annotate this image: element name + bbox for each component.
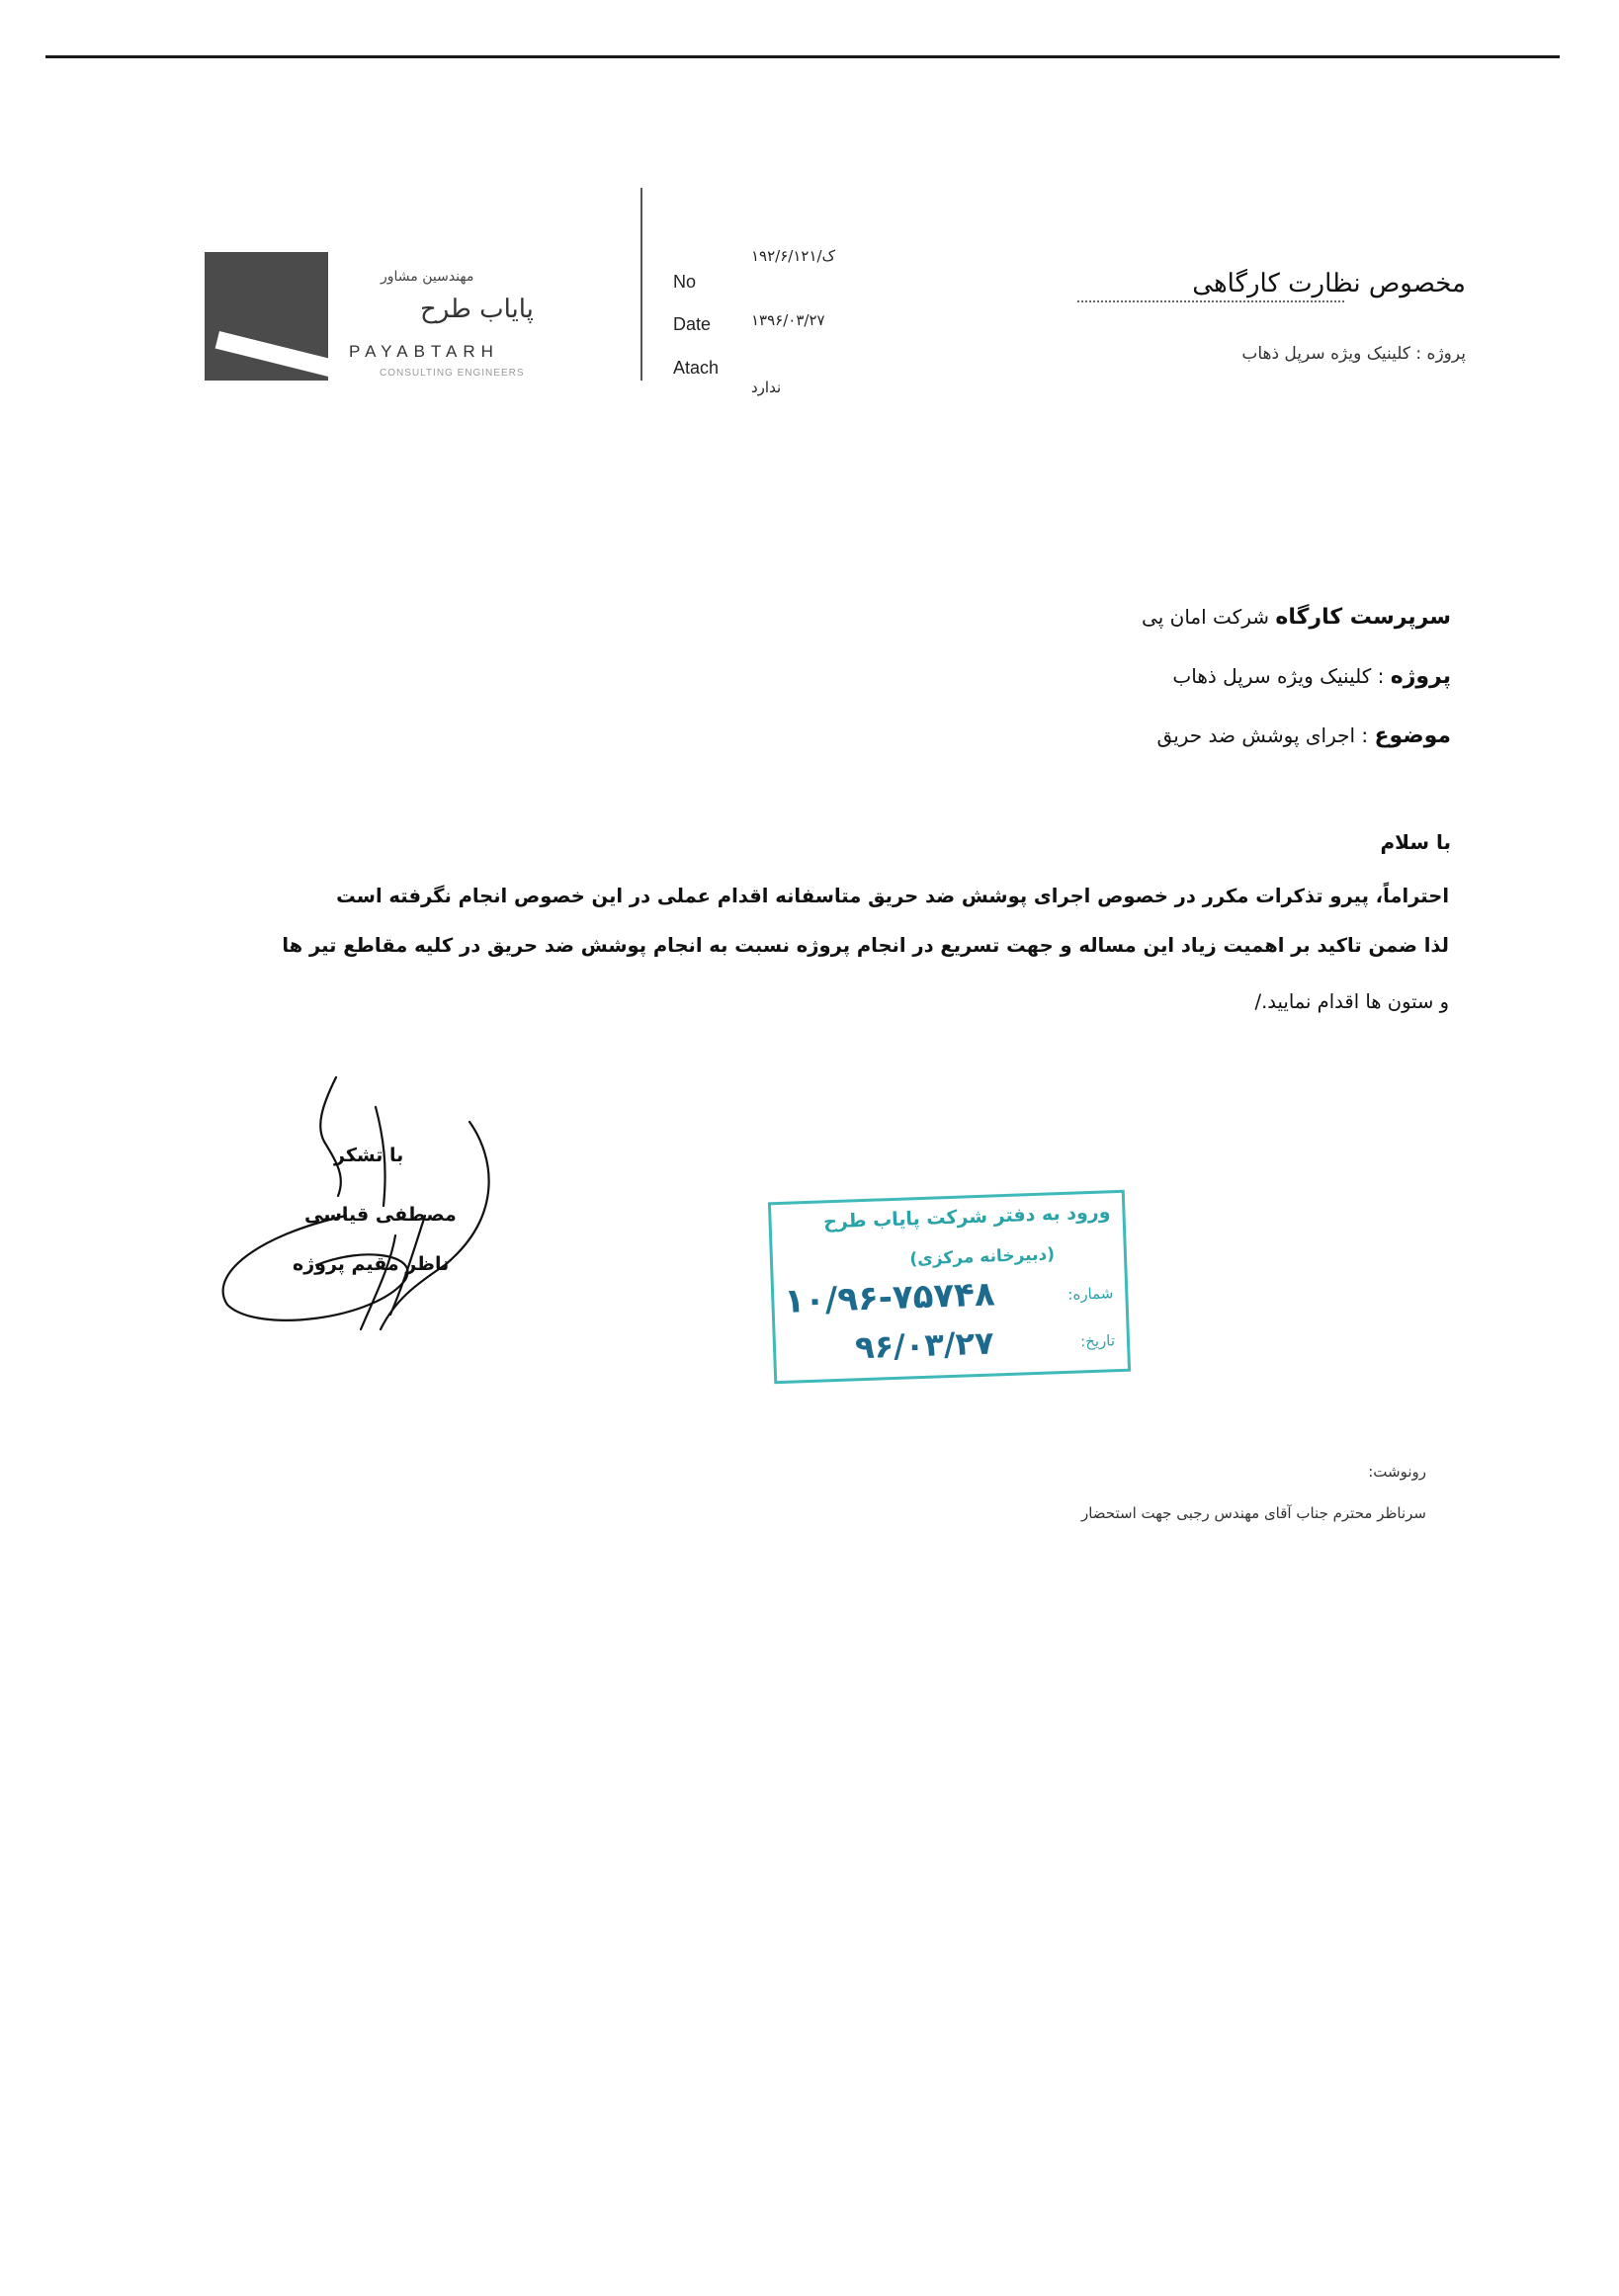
- reference-attachment-value: ندارد: [751, 379, 782, 396]
- stamp-title: ورود به دفتر شرکت پایاب طرح: [822, 1201, 1111, 1233]
- header-divider: [640, 188, 642, 381]
- reference-attachment-label: Atach: [673, 358, 720, 378]
- subject-line: [1157, 723, 1451, 748]
- project-value: : کلینیک ویژه سرپل ذهاب: [1172, 664, 1385, 688]
- cc-text: سرناظر محترم جناب آقای مهندس رجبی جهت استحضار: [1080, 1504, 1426, 1522]
- stamp-number-value: ۱۰/۹۶-۷۵۷۴۸: [783, 1274, 996, 1321]
- subject-value: : اجرای پوشش ضد حریق: [1156, 723, 1369, 747]
- payabtarh-logo-icon: [205, 252, 328, 381]
- handwritten-signature-icon: [198, 1067, 573, 1334]
- signature-name: مصطفی قیاسی: [304, 1204, 457, 1226]
- logo-subtitle-fa: مهندسین مشاور: [381, 269, 474, 285]
- reference-number-label: No: [673, 272, 697, 292]
- signature-closing: با تشکر: [334, 1145, 404, 1166]
- body-paragraph-line: لذا ضمن تاکید بر اهمیت زیاد این مساله و جهت تسریع در انجام پروژه نسبت به انجام پوشش ضد حریق در کلیه مقاطع تیر ها: [282, 934, 1449, 957]
- cc-label: رونوشت:: [1368, 1463, 1426, 1481]
- body-paragraph-line: و ستون ها اقدام نمایید./: [1254, 990, 1449, 1013]
- logo-name-en: PAYABTARH: [349, 342, 499, 361]
- body-paragraph-line: احتراماً، پیرو تذکرات مکرر در خصوص اجرای پوشش ضد حریق متاسفانه اقدام عملی در این خصوص انجام نگرفته است: [336, 885, 1449, 907]
- stamp-date-label: تاریخ:: [1079, 1331, 1116, 1351]
- recipient-label: سرپرست کارگاه: [1275, 605, 1451, 630]
- recipient-line: [1142, 605, 1451, 630]
- reference-number-value: ۱۹۲/۶/ک/۱۲۱: [751, 247, 835, 265]
- reference-date-value: ۱۳۹۶/۰۳/۲۷: [751, 311, 825, 329]
- subject-label: موضوع: [1374, 723, 1451, 748]
- greeting: با سلام: [1380, 830, 1451, 854]
- header-title: مخصوص نظارت کارگاهی: [1192, 269, 1466, 298]
- reference-date-label: Date: [673, 314, 712, 334]
- stamp-date-value: ۹۶/۰۳/۲۷: [854, 1323, 995, 1367]
- top-border-line: [45, 55, 1560, 58]
- project-label: پروژه: [1390, 664, 1451, 689]
- receipt-stamp: [768, 1190, 1131, 1384]
- recipient-value: شرکت امان پی: [1142, 605, 1270, 629]
- logo-subtitle-en: CONSULTING ENGINEERS: [380, 368, 525, 379]
- header-project: پروژه : کلینیک ویژه سرپل ذهاب: [1241, 344, 1466, 364]
- stamp-subtitle: (دبیرخانه مرکزی): [909, 1244, 1056, 1270]
- signature-title: ناظر مقیم پروژه: [293, 1253, 450, 1275]
- stamp-number-label: شماره:: [1067, 1284, 1114, 1304]
- project-line: [1172, 664, 1451, 689]
- logo-name-fa: پایاب طرح: [420, 295, 534, 324]
- header-title-underline: [1077, 300, 1344, 302]
